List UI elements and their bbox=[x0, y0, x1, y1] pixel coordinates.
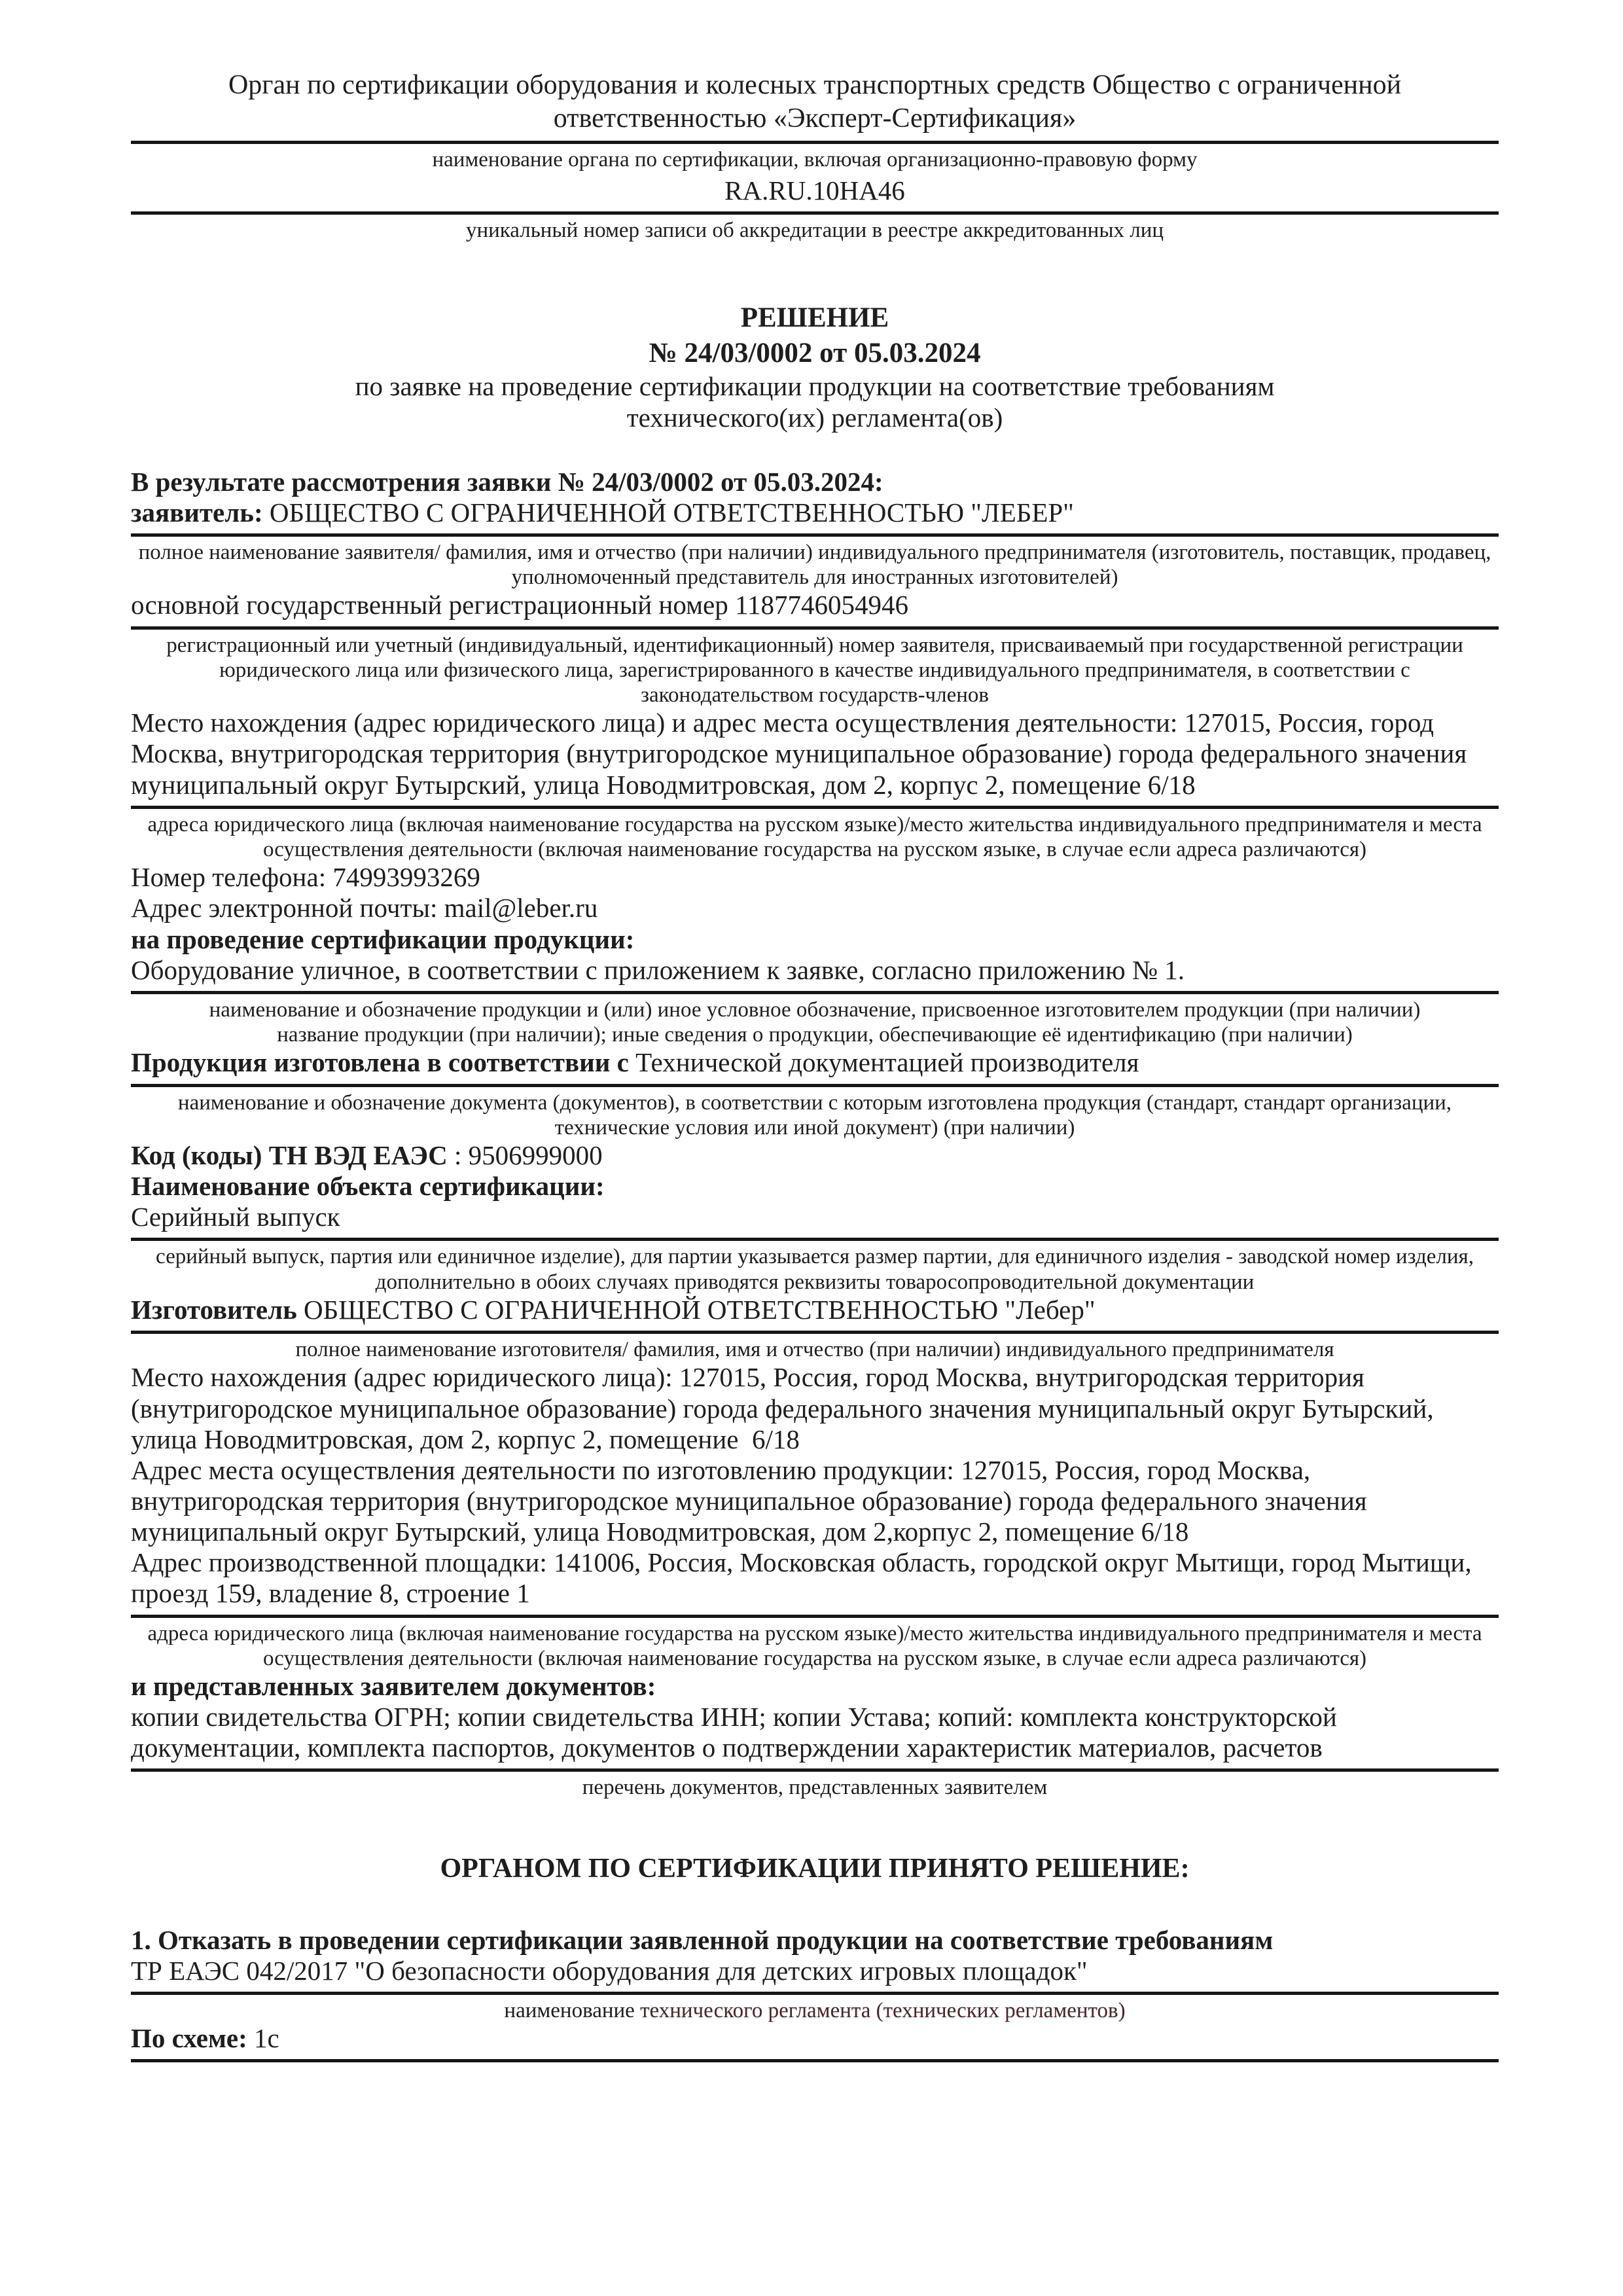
applicant-line bbox=[131, 497, 1499, 528]
decision-title: РЕШЕНИЕ bbox=[740, 302, 889, 334]
documents-list: копии свидетельства ОГРН; копии свидетельства ИНН; копии Устава; копий: комплекта конструкторской документации, комплекта паспортов, документов о подтверждении характеристик материалов, расчетов bbox=[131, 1702, 1337, 1763]
regulation-caption-black: наименование bbox=[504, 1999, 635, 2023]
applicant-address: Место нахождения (адрес юридического лица) и адрес места осуществления деятельности: 127015, Россия, город Москва, внутригородская территория (внутригородское муниципальное образование) города федерального значения муниципальный округ Бутырский, улица Новодмитровская, дом 2, корпус 2, помещение 6/18 bbox=[131, 708, 1467, 800]
tnved-value: : 9506999000 bbox=[454, 1140, 603, 1171]
ogrn-line: основной государственный регистрационный номер 1187746054946 bbox=[131, 590, 908, 620]
product-caption-line1: наименование и обозначение продукции и (или) иное условное обозначение, присвоенное изготовителем продукции (при наличии) bbox=[209, 997, 1421, 1022]
result-line: В результате рассмотрения заявки № 24/03/0002 от 05.03.2024: bbox=[131, 466, 883, 497]
document-caption: наименование и обозначение документа (документов), в соответствии с которым изготовлена продукция (стандарт, стандарт организации, технические условия или иной документ) (при наличии) bbox=[177, 1090, 1452, 1139]
decision-number: № 24/03/0002 от 05.03.2024 bbox=[649, 337, 981, 368]
documents-intro-label: и представленных заявителем документов: bbox=[131, 1671, 656, 1702]
divider bbox=[131, 1084, 1499, 1087]
serial-caption: серийный выпуск, партия или единичное изделие), для партии указывается размер партии, для единичного изделия - заводской номер изделия, дополнительно в обоих случаях приводятся реквизиты товаросопроводительной документации bbox=[156, 1245, 1474, 1294]
manufacturer-label: Изготовитель bbox=[131, 1295, 297, 1325]
applicant-label: заявитель: bbox=[131, 497, 263, 528]
decision-subtitle-line1: по заявке на проведение сертификации продукции на соответствие требованиям bbox=[355, 370, 1275, 401]
phone-line: Номер телефона: 74993993269 bbox=[131, 862, 480, 893]
ogrn-caption: регистрационный или учетный (индивидуальный, идентификационный) номер заявителя, присваиваемый при государственной регистрации юридического лица или физического лица, зарегистрированного в качестве индивидуального предпринимателя, в соответствии с законодательством государств-членов bbox=[166, 633, 1463, 708]
divider bbox=[131, 991, 1499, 994]
email-line: Адрес электронной почты: mail@leber.ru bbox=[131, 893, 598, 924]
scheme-value: 1с bbox=[254, 2023, 279, 2054]
product-name: Оборудование уличное, в соответствии с приложением к заявке, согласно приложению № 1. bbox=[131, 954, 1185, 985]
object-name-label: Наименование объекта сертификации: bbox=[131, 1171, 605, 1202]
decision-item-1: 1. Отказать в проведении сертификации заявленной продукции на соответствие требованиям bbox=[131, 1924, 1274, 1955]
tnved-label: Код (коды) ТН ВЭД ЕАЭС bbox=[131, 1140, 448, 1171]
product-caption-line2: название продукции (при наличии); иные сведения о продукции, обеспечивающие её идентификацию (при наличии) bbox=[277, 1023, 1353, 1047]
activity-address: Адрес места осуществления деятельности по изготовлению продукции: 127015, Россия, город Москва, внутригородская территория (внутригородское муниципальное образование) города федерального значения муниципальный округ Бутырский, улица Новодмитровская, дом 2,корпус 2, помещение 6/18 bbox=[131, 1454, 1367, 1547]
divider bbox=[131, 1768, 1499, 1772]
applicant-value: ОБЩЕСТВО С ОГРАНИЧЕННОЙ ОТВЕТСТВЕННОСТЬЮ "ЛЕБЕР" bbox=[269, 497, 1074, 528]
divider bbox=[131, 211, 1499, 215]
regulation-name: ТР ЕАЭС 042/2017 "О безопасности оборудования для детских игровых площадок" bbox=[131, 1955, 1088, 1986]
tnved-code-line bbox=[131, 1140, 1499, 1171]
certification-body-name: Орган по сертификации оборудования и колесных транспортных средств Общество с ограниченной ответственностью «Эксперт-Сертификация» bbox=[228, 70, 1402, 134]
manufacturer-address-caption: адреса юридического лица (включая наименование государства на русском языке)/место жительства индивидуального предпринимателя и места осуществления деятельности (включая наименование государства на русском языке, в случае если адреса различаются) bbox=[147, 1621, 1482, 1670]
divider bbox=[131, 626, 1499, 630]
manufacturer-line bbox=[131, 1295, 1499, 1325]
divider bbox=[131, 1238, 1499, 1241]
certification-purpose-label: на проведение сертификации продукции: bbox=[131, 924, 635, 954]
object-name-value: Серийный выпуск bbox=[131, 1202, 340, 1232]
divider bbox=[131, 1992, 1499, 1995]
regulation-caption bbox=[131, 1998, 1499, 2023]
manufacturer-caption: полное наименование изготовителя/ фамилия, имя и отчество (при наличии) индивидуального предпринимателя bbox=[295, 1338, 1334, 1362]
divider bbox=[131, 533, 1499, 537]
divider bbox=[131, 2059, 1499, 2062]
divider bbox=[131, 1331, 1499, 1334]
applicant-caption: полное наименование заявителя/ фамилия, имя и отчество (при наличии) индивидуального предпринимателя (изготовитель, поставщик, продавец, уполномоченный представитель для иностранных изготовителей) bbox=[138, 540, 1491, 590]
production-site-address: Адрес производственной площадки: 141006, Россия, Московская область, городской округ Мытищи, город Мытищи, проезд 159, владение 8, строение 1 bbox=[131, 1547, 1472, 1609]
made-in-accordance-line bbox=[131, 1047, 1499, 1078]
scheme-line bbox=[131, 2023, 1499, 2054]
documents-caption: перечень документов, представленных заявителем bbox=[582, 1776, 1048, 1800]
decision-subtitle-line2: технического(их) регламента(ов) bbox=[626, 402, 1003, 433]
org-name-caption: наименование органа по сертификации, включая организационно-правовую форму bbox=[432, 148, 1198, 172]
divider bbox=[131, 1615, 1499, 1618]
applicant-address-caption: адреса юридического лица (включая наименование государства на русском языке)/место жительства индивидуального предпринимателя и места осуществления деятельности (включая наименование государства на русском языке, в случае если адреса различаются) bbox=[147, 812, 1482, 862]
accreditation-number: RA.RU.10HA46 bbox=[724, 175, 905, 206]
divider bbox=[131, 806, 1499, 809]
divider bbox=[131, 141, 1499, 144]
accreditation-caption: уникальный номер записи об аккредитации в реестре аккредитованных лиц bbox=[465, 218, 1164, 242]
decision-heading: ОРГАНОМ ПО СЕРТИФИКАЦИИ ПРИНЯТО РЕШЕНИЕ: bbox=[440, 1853, 1190, 1884]
manufacturer-address: Место нахождения (адрес юридического лица): 127015, Россия, город Москва, внутригородская территория (внутригородское муниципальное образование) города федерального значения муниципальный округ Бутырский, улица Новодмитровская, дом 2, корпус 2, помещение 6/18 bbox=[131, 1362, 1434, 1454]
made-in-accordance-label: Продукция изготовлена в соответствии с bbox=[131, 1047, 629, 1078]
made-in-accordance-value: Технической документацией производителя bbox=[635, 1047, 1139, 1078]
regulation-caption-tinted: технического регламента (технических регламентов) bbox=[640, 1999, 1126, 2023]
scheme-label: По схеме: bbox=[131, 2023, 247, 2054]
manufacturer-value: ОБЩЕСТВО С ОГРАНИЧЕННОЙ ОТВЕТСТВЕННОСТЬЮ "Лебер" bbox=[304, 1295, 1096, 1325]
